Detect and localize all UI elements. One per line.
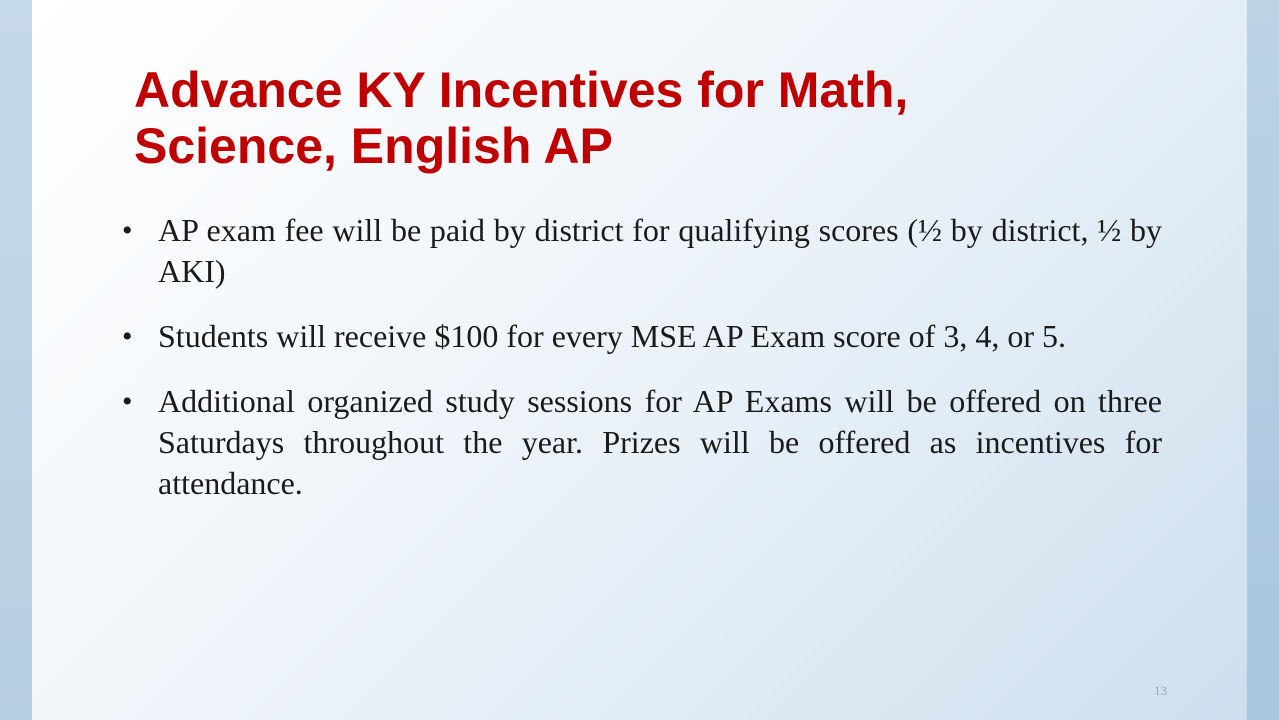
bullet-icon: •	[122, 385, 133, 418]
bullet-text: AP exam fee will be paid by district for qualifying scores (½ by district, ½ by AKI)	[158, 212, 1162, 289]
left-edge	[0, 0, 32, 720]
slide	[32, 0, 1247, 720]
bullet-text: Students will receive $100 for every MSE AP Exam score of 3, 4, or 5.	[158, 318, 1066, 354]
bullet-item	[122, 381, 1162, 504]
title-line-2: Science, English AP	[134, 118, 613, 174]
bullet-icon: •	[122, 214, 133, 247]
bullet-item	[122, 316, 1162, 357]
title-line-1: Advance KY Incentives for Math,	[134, 62, 909, 118]
page-number: 13	[1154, 683, 1167, 698]
bullet-icon: •	[122, 320, 133, 353]
slide-title	[134, 62, 908, 174]
bullet-list	[122, 210, 1162, 528]
right-edge	[1247, 0, 1279, 720]
bullet-item	[122, 210, 1162, 292]
bullet-text: Additional organized study sessions for AP Exams will be offered on three Saturdays throughout the year. Prizes will be offered as incentives for attendance.	[158, 383, 1162, 501]
